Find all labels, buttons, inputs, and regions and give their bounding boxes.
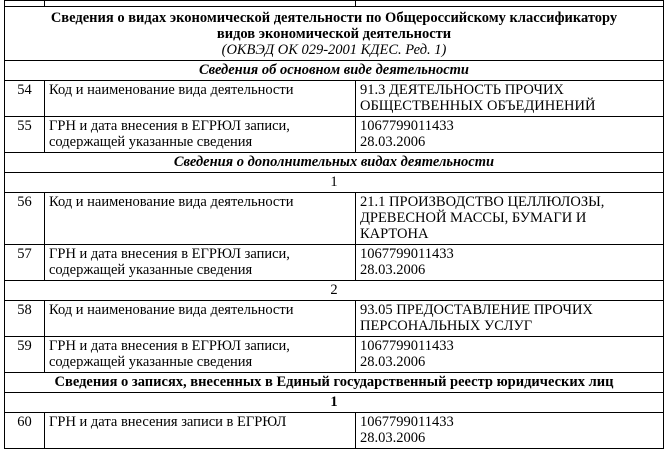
- table-row: [5, 193, 664, 245]
- group-index: 1: [5, 393, 664, 413]
- row-number: 56: [5, 193, 45, 245]
- field-label-line: содержащей указанные сведения: [49, 262, 253, 278]
- row-number: 54: [5, 81, 45, 117]
- field-value-line: ОБЩЕСТВЕННЫХ ОБЪЕДИНЕНИЙ: [360, 98, 596, 114]
- additional-activities-section-title-row: [5, 153, 664, 173]
- additional-activities-section-title: Сведения о дополнительных видах деятельности: [5, 153, 664, 173]
- field-label-line: Код и наименование вида деятельности: [49, 302, 294, 318]
- main-activity-section-title-row: [5, 61, 664, 81]
- table-row: [5, 117, 664, 153]
- main-activity-section-title: Сведения об основном виде деятельности: [5, 61, 664, 81]
- field-label: [45, 193, 356, 245]
- field-value-line: 1067799011433: [360, 246, 454, 262]
- records-section-title-row: [5, 373, 664, 393]
- row-number: 59: [5, 337, 45, 373]
- field-label-line: ГРН и дата внесения в ЕГРЮЛ записи,: [49, 118, 290, 134]
- header-title-line2: видов экономической деятельности: [216, 26, 452, 42]
- header-row: [5, 7, 664, 61]
- field-label-line: Код и наименование вида деятельности: [49, 194, 294, 210]
- header-title-line1: Сведения о видах экономической деятельности по Общероссийскому классификатору: [50, 10, 618, 26]
- field-value-line: 1067799011433: [360, 414, 454, 430]
- field-label-line: содержащей указанные сведения: [49, 354, 253, 370]
- group-index-row: [5, 281, 664, 301]
- field-value: [356, 301, 664, 337]
- field-value: [356, 245, 664, 281]
- table-row: [5, 245, 664, 281]
- table-row: [5, 413, 664, 449]
- group-index: 2: [5, 281, 664, 301]
- table-row: [5, 81, 664, 117]
- field-label: [45, 117, 356, 153]
- records-section-title: Сведения о записях, внесенных в Единый государственный реестр юридических лиц: [5, 373, 664, 393]
- field-value: [356, 81, 664, 117]
- row-number: 55: [5, 117, 45, 153]
- field-value-line: КАРТОНА: [360, 226, 429, 242]
- field-label: [45, 81, 356, 117]
- field-value: [356, 117, 664, 153]
- field-label: [45, 337, 356, 373]
- group-index: 1: [5, 173, 664, 193]
- field-value-line: ДРЕВЕСНОЙ МАССЫ, БУМАГИ И: [360, 210, 587, 226]
- table-row: [5, 337, 664, 373]
- field-value-line: 28.03.2006: [360, 430, 426, 446]
- field-label-line: ГРН и дата внесения записи в ЕГРЮЛ: [49, 414, 287, 430]
- classifier-header: [5, 7, 664, 61]
- row-number: 58: [5, 301, 45, 337]
- field-label: [45, 301, 356, 337]
- field-value-line: 93.05 ПРЕДОСТАВЛЕНИЕ ПРОЧИХ: [360, 302, 593, 318]
- field-label-line: Код и наименование вида деятельности: [49, 82, 294, 98]
- registry-table: [4, 0, 664, 449]
- field-value-line: ПЕРСОНАЛЬНЫХ УСЛУГ: [360, 318, 533, 334]
- group-index-row: [5, 173, 664, 193]
- group-index-row: [5, 393, 664, 413]
- field-value-line: 21.1 ПРОИЗВОДСТВО ЦЕЛЛЮЛОЗЫ,: [360, 194, 605, 210]
- field-label-line: ГРН и дата внесения в ЕГРЮЛ записи,: [49, 338, 290, 354]
- field-value-line: 28.03.2006: [360, 134, 426, 150]
- field-label: [45, 413, 356, 449]
- field-label: [45, 245, 356, 281]
- field-label-line: содержащей указанные сведения: [49, 134, 253, 150]
- field-value-line: 28.03.2006: [360, 262, 426, 278]
- row-number: 60: [5, 413, 45, 449]
- header-subtitle: (ОКВЭД ОК 029-2001 КДЕС. Ред. 1): [221, 42, 447, 58]
- field-value-line: 1067799011433: [360, 338, 454, 354]
- field-value: [356, 413, 664, 449]
- row-number: 57: [5, 245, 45, 281]
- field-value-line: 28.03.2006: [360, 354, 426, 370]
- field-value-line: 91.3 ДЕЯТЕЛЬНОСТЬ ПРОЧИХ: [360, 82, 564, 98]
- field-value: [356, 193, 664, 245]
- table-row: [5, 301, 664, 337]
- field-value: [356, 337, 664, 373]
- field-value-line: 1067799011433: [360, 118, 454, 134]
- field-label-line: ГРН и дата внесения в ЕГРЮЛ записи,: [49, 246, 290, 262]
- egrul-extract: [4, 0, 663, 449]
